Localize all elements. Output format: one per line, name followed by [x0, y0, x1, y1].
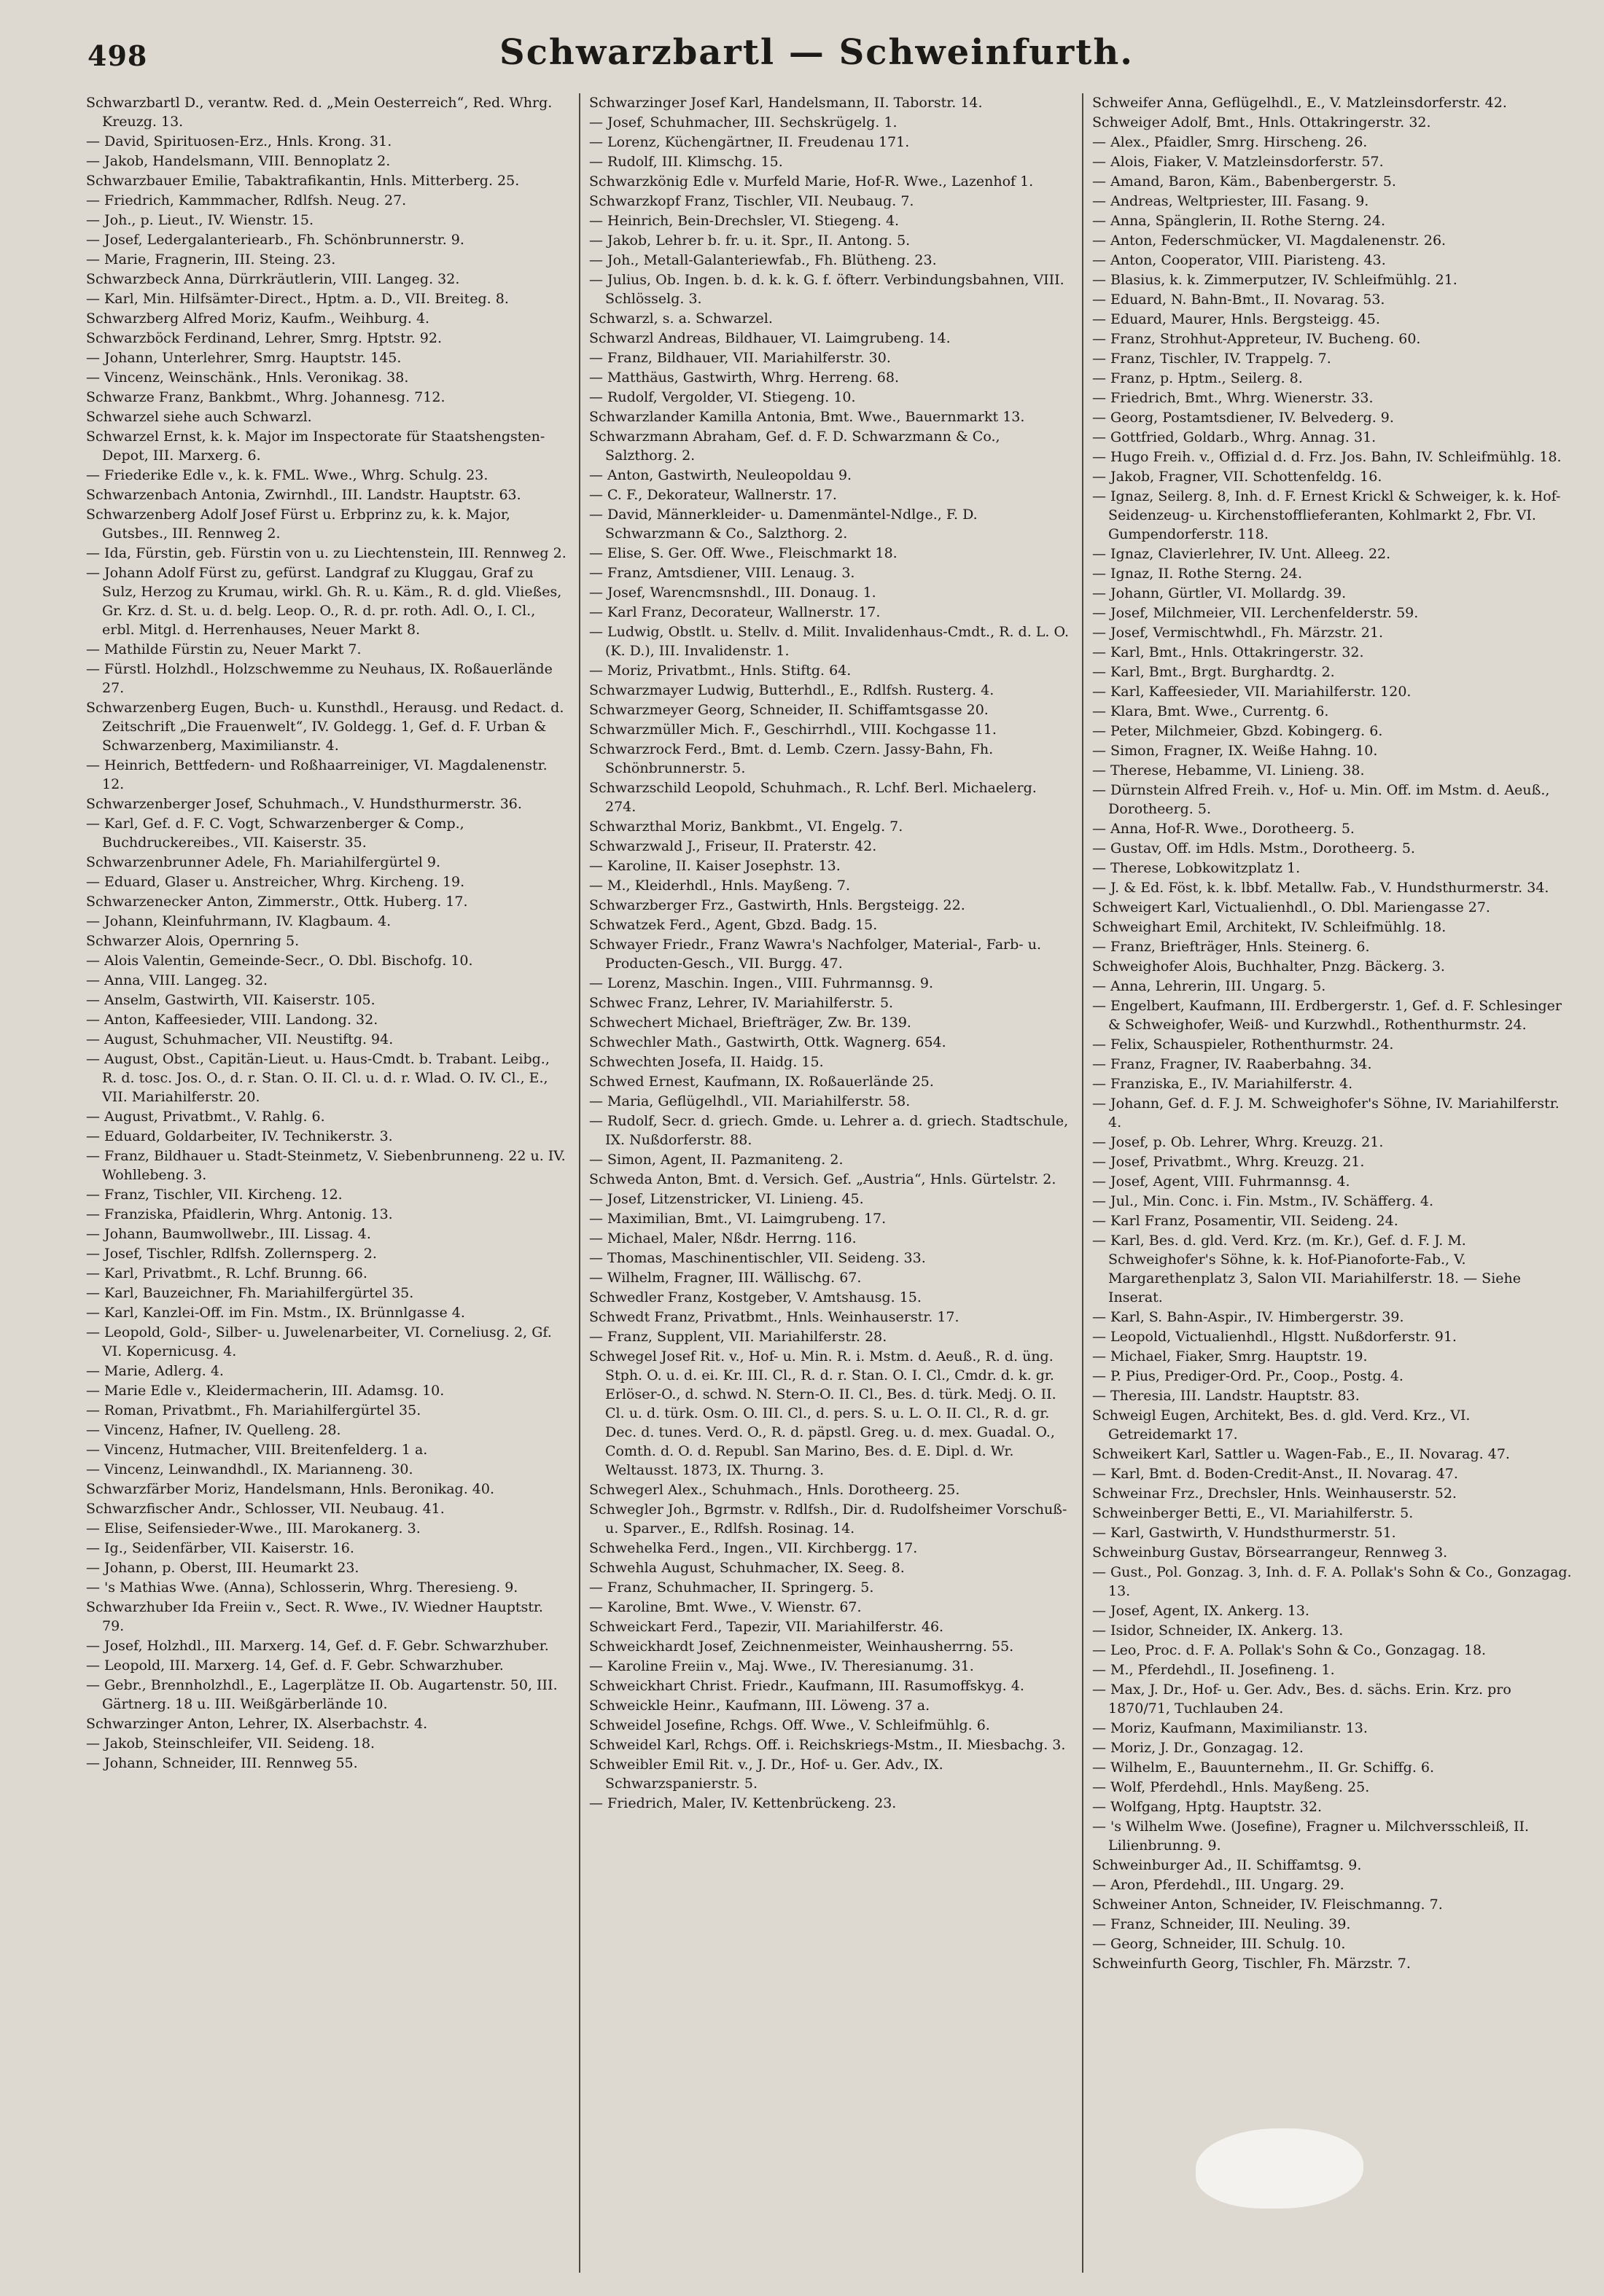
directory-entry: Schwehla August, Schuhmacher, IX. Seeg. 8.: [589, 1560, 905, 1576]
directory-entry: — Felix, Schauspieler, Rothenthurmstr. 24.: [1092, 1036, 1394, 1053]
directory-entry: Schwarzbeck Anna, Dürrkräutlerin, VIII. Langeg. 32.: [86, 271, 460, 287]
directory-entry: — Lorenz, Maschin. Ingen., VIII. Fuhrmannsg. 9.: [589, 975, 934, 991]
directory-entry: — Franziska, Pfaidlerin, Whrg. Antonig. 13.: [86, 1206, 393, 1222]
directory-entry: Schwarzenecker Anton, Zimmerstr., Ottk. Huberg. 17.: [86, 894, 468, 910]
column-3: [1092, 93, 1573, 2273]
directory-entry: — Blasius, k. k. Zimmerputzer, IV. Schleifmühlg. 21.: [1092, 272, 1457, 288]
column-divider: [579, 93, 580, 2273]
directory-entry: — Therese, Lobkowitzplatz 1.: [1092, 860, 1301, 876]
ink-blot: [1196, 2128, 1363, 2209]
directory-entry: — Karl, Gef. d. F. C. Vogt, Schwarzenberger & Comp., Buchdruckereibes., VII. Kaiserstr. 35.: [86, 816, 464, 851]
directory-entry: — Maximilian, Bmt., VI. Laimgrubeng. 17.: [589, 1211, 887, 1227]
directory-entry: — Johann, p. Oberst, III. Heumarkt 23.: [86, 1560, 359, 1576]
directory-entry: Schweickhart Christ. Friedr., Kaufmann, III. Rasumoffskyg. 4.: [589, 1678, 1024, 1694]
directory-entry: — Johann, Unterlehrer, Smrg. Hauptstr. 145.: [86, 350, 402, 366]
directory-entry: — Julius, Ob. Ingen. b. d. k. k. G. f. öfterr. Verbindungsbahnen, VIII. Schlösselg. 3.: [589, 272, 1064, 307]
directory-entry: — 's Mathias Wwe. (Anna), Schlosserin, Whrg. Theresieng. 9.: [86, 1580, 518, 1596]
directory-entry: — Karl, Bmt., Brgt. Burghardtg. 2.: [1092, 664, 1335, 680]
directory-entry: — Joh., Metall-Galanteriewfab., Fh. Blütheng. 23.: [589, 252, 937, 268]
directory-entry: — Franz, Amtsdiener, VIII. Lenaug. 3.: [589, 565, 855, 581]
directory-entry: Schweiner Anton, Schneider, IV. Fleischmanng. 7.: [1092, 1897, 1443, 1913]
directory-entry: — Dürnstein Alfred Freih. v., Hof- u. Min. Off. im Mstm. d. Aeuß., Dorotheerg. 5.: [1092, 782, 1550, 817]
directory-entry: — Heinrich, Bettfedern- und Roßhaarreiniger, VI. Magdalenenstr. 12.: [86, 757, 548, 792]
directory-entry: Schwayer Friedr., Franz Wawra's Nachfolger, Material-, Farb- u. Producten-Gesch., VII. Burgg. 47.: [589, 937, 1042, 972]
directory-entry: — 's Wilhelm Wwe. (Josefine), Fragner u. Milchversschleiß, II. Lilienbrunng. 9.: [1092, 1819, 1530, 1854]
directory-entry: Schwed Ernest, Kaufmann, IX. Roßauerlände 25.: [589, 1074, 934, 1090]
directory-entry: Schwechert Michael, Briefträger, Zw. Br. 139.: [589, 1015, 911, 1031]
directory-entry: — Eduard, Glaser u. Anstreicher, Whrg. Kircheng. 19.: [86, 874, 465, 890]
directory-entry: Schweda Anton, Bmt. d. Versich. Gef. „Austria“, Hnls. Gürtelstr. 2.: [589, 1171, 1056, 1187]
directory-entry: — Moriz, Kaufmann, Maximilianstr. 13.: [1092, 1720, 1368, 1736]
directory-entry: — Anna, Spänglerin, II. Rothe Sterng. 24.: [1092, 213, 1386, 229]
directory-entry: — Jakob, Fragner, VII. Schottenfeldg. 16.: [1092, 469, 1382, 485]
directory-entry: — Hugo Freih. v., Offizial d. d. Frz. Jos. Bahn, IV. Schleifmühlg. 18.: [1092, 449, 1562, 465]
directory-entry: — Vincenz, Leinwandhdl., IX. Marianneng. 30.: [86, 1461, 413, 1477]
directory-entry: — Anna, Lehrerin, III. Ungarg. 5.: [1092, 978, 1326, 994]
directory-entry: Schwechler Math., Gastwirth, Ottk. Wagnerg. 654.: [589, 1034, 946, 1050]
directory-entry: — Jakob, Steinschleifer, VII. Seideng. 18.: [86, 1735, 375, 1752]
directory-entry: — Eduard, Goldarbeiter, IV. Technikerstr. 3.: [86, 1128, 393, 1144]
directory-entry: Schwarzmeyer Georg, Schneider, II. Schiffamtsgasse 20.: [589, 702, 989, 718]
directory-entry: — Josef, Vermischtwhdl., Fh. Märzstr. 21.: [1092, 625, 1384, 641]
directory-entry: — Lorenz, Küchengärtner, II. Freudenau 171.: [589, 134, 910, 150]
directory-entry: — Franz, Briefträger, Hnls. Steinerg. 6.: [1092, 939, 1370, 955]
directory-entry: Schwarzenberg Adolf Josef Fürst u. Erbprinz zu, k. k. Major, Gutsbes., III. Rennweg 2.: [86, 507, 510, 542]
directory-entry: — Gebr., Brennholzhdl., E., Lagerplätze II. Ob. Augartenstr. 50, III. Gärtnerg. 18 u. III. Weißgärberlände 10.: [86, 1677, 558, 1712]
directory-entry: — Franz, Schneider, III. Neuling. 39.: [1092, 1916, 1351, 1932]
directory-entry: — Leopold, Gold-, Silber- u. Juwelenarbeiter, VI. Corneliusg. 2, Gf. VI. Kopernicusg. 4.: [86, 1324, 552, 1359]
directory-entry: Schwegler Joh., Bgrmstr. v. Rdlfsh., Dir. d. Rudolfsheimer Vorschuß- u. Sparver., E., Rdlfsh. Rosinag. 14.: [589, 1502, 1067, 1536]
directory-entry: — Jul., Min. Conc. i. Fin. Mstm., IV. Schäfferg. 4.: [1092, 1193, 1433, 1209]
directory-entry: — Karl, Privatbmt., R. Lchf. Brunng. 66.: [86, 1265, 367, 1281]
directory-entry: — Michael, Fiaker, Smrg. Hauptstr. 19.: [1092, 1348, 1368, 1364]
directory-entry: Schwarzel siehe auch Schwarzl.: [86, 409, 312, 425]
directory-entry: Schwarze Franz, Bankbmt., Whrg. Johannesg. 712.: [86, 389, 445, 405]
directory-entry: — Josef, Agent, VIII. Fuhrmannsg. 4.: [1092, 1174, 1350, 1190]
directory-entry: — Johann, Schneider, III. Rennweg 55.: [86, 1755, 358, 1771]
directory-entry: — Franz, Supplent, VII. Mariahilferstr. 28.: [589, 1329, 887, 1345]
directory-entry: — Wolf, Pferdehdl., Hnls. Mayßeng. 25.: [1092, 1779, 1370, 1795]
directory-entry: Schwegerl Alex., Schuhmach., Hnls. Dorotheerg. 25.: [589, 1482, 960, 1498]
directory-entry: — Wilhelm, Fragner, III. Wällischg. 67.: [589, 1270, 862, 1286]
directory-entry: — Franz, Schuhmacher, II. Springerg. 5.: [589, 1580, 874, 1596]
directory-entry: Schweickle Heinr., Kaufmann, III. Löweng. 37 a.: [589, 1698, 930, 1714]
directory-entry: Schweickhardt Josef, Zeichnenmeister, Weinhausherrng. 55.: [589, 1639, 1014, 1655]
directory-entry: Schwarzmüller Mich. F., Geschirrhdl., VIII. Kochgasse 11.: [589, 722, 997, 738]
directory-entry: — Josef, Tischler, Rdlfsh. Zollernsperg. 2.: [86, 1246, 377, 1262]
page-header: [87, 29, 1546, 80]
directory-entry: — Michael, Maler, Nßdr. Herrng. 116.: [589, 1230, 857, 1246]
directory-entry: — Leopold, III. Marxerg. 14, Gef. d. F. Gebr. Schwarzhuber.: [86, 1657, 504, 1674]
directory-entry: — Elise, Seifensieder-Wwe., III. Marokanerg. 3.: [86, 1520, 421, 1536]
directory-entry: Schwarzenbrunner Adele, Fh. Mariahilfergürtel 9.: [86, 854, 441, 870]
directory-entry: Schweibler Emil Rit. v., J. Dr., Hof- u. Ger. Adv., IX. Schwarzspanierstr. 5.: [589, 1757, 943, 1792]
directory-entry: — Franz, Tischler, VII. Kircheng. 12.: [86, 1187, 343, 1203]
directory-entry: Schwarzhuber Ida Freiin v., Sect. R. Wwe., IV. Wiedner Hauptstr. 79.: [86, 1599, 543, 1634]
directory-entry: — Johann, Kleinfuhrmann, IV. Klagbaum. 4.: [86, 913, 392, 929]
directory-entry: — Karoline Freiin v., Maj. Wwe., IV. Theresianumg. 31.: [589, 1658, 974, 1674]
directory-entry: — Marie, Adlerg. 4.: [86, 1363, 224, 1379]
directory-entry: Schwatzek Ferd., Agent, Gbzd. Badg. 15.: [589, 917, 878, 933]
directory-entry: — Eduard, N. Bahn-Bmt., II. Novarag. 53.: [1092, 292, 1385, 308]
directory-entry: Schwarzschild Leopold, Schuhmach., R. Lchf. Berl. Michaelerg. 274.: [589, 780, 1037, 815]
column-2: [589, 93, 1070, 2273]
directory-entry: — Moriz, Privatbmt., Hnls. Stiftg. 64.: [589, 663, 852, 679]
directory-entry: Schwarzinger Anton, Lehrer, IX. Alserbachstr. 4.: [86, 1716, 428, 1732]
directory-entry: — Andreas, Weltpriester, III. Fasang. 9.: [1092, 193, 1369, 209]
directory-entry: Schweidel Josefine, Rchgs. Off. Wwe., V. Schleifmühlg. 6.: [589, 1717, 990, 1733]
directory-entry: Schwarzkopf Franz, Tischler, VII. Neubaug. 7.: [589, 193, 914, 209]
directory-entry: — Fürstl. Holzhdl., Holzschwemme zu Neuhaus, IX. Roßauerlände 27.: [86, 661, 553, 696]
directory-entry: — J. & Ed. Föst, k. k. lbbf. Metallw. Fab., V. Hundsthurmerstr. 34.: [1092, 880, 1549, 896]
directory-entry: — Rudolf, Secr. d. griech. Gmde. u. Lehrer a. d. griech. Stadtschule, IX. Nußdorferstr. 88.: [589, 1113, 1069, 1148]
directory-entry: — C. F., Dekorateur, Wallnerstr. 17.: [589, 487, 837, 503]
directory-entry: — Simon, Agent, II. Pazmaniteng. 2.: [589, 1152, 844, 1168]
directory-entry: — Karl, Bes. d. gld. Verd. Krz. (m. Kr.), Gef. d. F. J. M. Schweighofer's Söhne, k. k. Hof-Pianoforte-Fab., V. Margarethenplatz 3, Salon VII. Mariahilferstr. 18. — Siehe Inserat.: [1092, 1233, 1521, 1305]
directory-entry: — Thomas, Maschinentischler, VII. Seideng. 33.: [589, 1250, 926, 1266]
directory-entry: Schweikert Karl, Sattler u. Wagen-Fab., E., II. Novarag. 47.: [1092, 1446, 1510, 1462]
directory-entry: — Georg, Schneider, III. Schulg. 10.: [1092, 1936, 1346, 1952]
directory-entry: — Ludwig, Obstlt. u. Stellv. d. Milit. Invalidenhaus-Cmdt., R. d. L. O. (K. D.), III. Invalidenstr. 1.: [589, 624, 1069, 659]
directory-entry: — Max, J. Dr., Hof- u. Ger. Adv., Bes. d. sächs. Erin. Krz. pro 1870/71, Tuchlauben 24.: [1092, 1682, 1511, 1717]
directory-entry: Schwarzrock Ferd., Bmt. d. Lemb. Czern. Jassy-Bahn, Fh. Schönbrunnerstr. 5.: [589, 741, 994, 776]
directory-entry: Schwarzmann Abraham, Gef. d. F. D. Schwarzmann & Co., Salzthorg. 2.: [589, 429, 1000, 464]
directory-entry: Schwegel Josef Rit. v., Hof- u. Min. R. i. Mstm. d. Aeuß., R. d. üng. Stph. O. u. d. ei. Kr. III. Cl., R. d. r. Stan. O. I. Cl., Cmdr. d. k. gr. Erlöser-O., d. schwd. N. Stern-O. II. Cl., Bes. d. türk. Medj. O. II. Cl. u. d. türk. Osm. O. III. Cl., d. pers. S. u. L. O. II. Cl., R. d. gr. Dec. d. tunes. Verd. O., R. d. päpstl. Greg. u. d. mex. Guadal. O., Comth. d. O. d. Republ. San Marino, Bes. d. E. Dipl. d. Wr. Weltausst. 1873, IX. Thurng. 3.: [589, 1348, 1056, 1478]
directory-entry: — Wolfgang, Hptg. Hauptstr. 32.: [1092, 1799, 1323, 1815]
directory-entry: — Moriz, J. Dr., Gonzagag. 12.: [1092, 1740, 1304, 1756]
directory-entry: Schwarzberg Alfred Moriz, Kaufm., Weihburg. 4.: [86, 311, 430, 327]
directory-entry: Schweifer Anna, Geflügelhdl., E., V. Matzleinsdorferstr. 42.: [1092, 95, 1507, 111]
directory-entry: — Gust., Pol. Gonzag. 3, Inh. d. F. A. Pollak's Sohn & Co., Gonzagag. 13.: [1092, 1564, 1572, 1599]
directory-entry: — M., Kleiderhdl., Hnls. Mayßeng. 7.: [589, 878, 851, 894]
directory-entry: — Josef, Milchmeier, VII. Lerchenfelderstr. 59.: [1092, 605, 1419, 621]
directory-entry: Schweiger Adolf, Bmt., Hnls. Ottakringerstr. 32.: [1092, 114, 1431, 130]
directory-entry: Schwarzlander Kamilla Antonia, Bmt. Wwe., Bauernmarkt 13.: [589, 409, 1025, 425]
directory-entry: — Leopold, Victualienhdl., Hlgstt. Nußdorferstr. 91.: [1092, 1329, 1457, 1345]
directory-entry: — Karl, Bauzeichner, Fh. Mariahilfergürtel 35.: [86, 1285, 414, 1301]
directory-entry: — Jakob, Lehrer b. fr. u. it. Spr., II. Antong. 5.: [589, 233, 911, 249]
directory-entry: — Eduard, Maurer, Hnls. Bergsteigg. 45.: [1092, 311, 1380, 327]
directory-entry: — Karl Franz, Decorateur, Wallnerstr. 17.: [589, 604, 881, 620]
directory-entry: — Johann, Gef. d. F. J. M. Schweighofer's Söhne, IV. Mariahilferstr. 4.: [1092, 1096, 1560, 1131]
directory-entry: Schweinburger Ad., II. Schiffamtsg. 9.: [1092, 1857, 1362, 1873]
directory-entry: — Georg, Postamtsdiener, IV. Belvederg. 9.: [1092, 410, 1394, 426]
directory-entry: Schweigl Eugen, Architekt, Bes. d. gld. Verd. Krz., VI. Getreidemarkt 17.: [1092, 1407, 1471, 1442]
directory-entry: — Anselm, Gastwirth, VII. Kaiserstr. 105.: [86, 992, 375, 1008]
directory-entry: — Gustav, Off. im Hdls. Mstm., Dorotheerg. 5.: [1092, 840, 1415, 856]
directory-entry: — Alois, Fiaker, V. Matzleinsdorferstr. 57.: [1092, 154, 1384, 170]
directory-entry: — Karl, Kanzlei-Off. im Fin. Mstm., IX. Brünnlgasse 4.: [86, 1305, 465, 1321]
directory-entry: Schwarzberger Frz., Gastwirth, Hnls. Bergsteigg. 22.: [589, 897, 965, 913]
directory-entry: — Josef, Holzhdl., III. Marxerg. 14, Gef. d. F. Gebr. Schwarzhuber.: [86, 1638, 549, 1654]
directory-entry: Schwedler Franz, Kostgeber, V. Amtshausg. 15.: [589, 1289, 922, 1305]
directory-entry: — Johann, Baumwollwebr., III. Lissag. 4.: [86, 1226, 371, 1242]
directory-entry: Schweighofer Alois, Buchhalter, Pnzg. Bäckerg. 3.: [1092, 958, 1445, 975]
directory-entry: Schweinfurth Georg, Tischler, Fh. Märzstr. 7.: [1092, 1956, 1411, 1972]
directory-entry: — Anton, Kaffeesieder, VIII. Landong. 32.: [86, 1012, 378, 1028]
directory-entry: — Franz, Bildhauer u. Stadt-Steinmetz, V. Siebenbrunneng. 22 u. IV. Wohllebeng. 3.: [86, 1148, 566, 1183]
directory-entry: — Therese, Hebamme, VI. Linieng. 38.: [1092, 762, 1365, 778]
directory-entry: — Josef, Privatbmt., Whrg. Kreuzg. 21.: [1092, 1154, 1365, 1170]
directory-entry: — Anna, VIII. Langeg. 32.: [86, 972, 268, 988]
directory-entry: Schwarzmayer Ludwig, Butterhdl., E., Rdlfsh. Rusterg. 4.: [589, 682, 994, 698]
directory-entry: — Vincenz, Weinschänk., Hnls. Veronikag. 38.: [86, 370, 409, 386]
directory-entry: Schwarzl Andreas, Bildhauer, VI. Laimgrubeng. 14.: [589, 330, 951, 346]
directory-entry: Schweickart Ferd., Tapezir, VII. Mariahilferstr. 46.: [589, 1619, 944, 1635]
directory-entry: Schwarzl, s. a. Schwarzel.: [589, 311, 773, 327]
directory-entry: — Anton, Cooperator, VIII. Piaristeng. 43.: [1092, 252, 1386, 268]
directory-entry: — Karl, Kaffeesieder, VII. Mariahilferstr. 120.: [1092, 684, 1412, 700]
directory-entry: Schweinburg Gustav, Börsearrangeur, Rennweg 3.: [1092, 1545, 1448, 1561]
directory-entry: — Rudolf, Vergolder, VI. Stiegeng. 10.: [589, 389, 856, 405]
directory-entry: — Franz, Fragner, IV. Raaberbahng. 34.: [1092, 1056, 1372, 1072]
directory-entry: — Friedrich, Kammmacher, Rdlfsh. Neug. 27.: [86, 192, 407, 208]
directory-entry: — Franz, p. Hptm., Seilerg. 8.: [1092, 370, 1303, 386]
directory-entry: Schwechten Josefa, II. Haidg. 15.: [589, 1054, 824, 1070]
directory-entry: Schwec Franz, Lehrer, IV. Mariahilferstr. 5.: [589, 995, 894, 1011]
directory-entry: — Peter, Milchmeier, Gbzd. Kobingerg. 6.: [1092, 723, 1383, 739]
directory-entry: — Elise, S. Ger. Off. Wwe., Fleischmarkt 18.: [589, 545, 898, 561]
directory-entry: — Engelbert, Kaufmann, III. Erdbergerstr. 1, Gef. d. F. Schlesinger & Schweighofer, Weiß- und Kurzwhdl., Rothenthurmstr. 24.: [1092, 998, 1562, 1033]
directory-entry: — Friedrich, Maler, IV. Kettenbrückeng. 23.: [589, 1795, 897, 1811]
directory-entry: — Johann, Gürtler, VI. Mollardg. 39.: [1092, 585, 1347, 601]
directory-entry: — Anna, Hof-R. Wwe., Dorotheerg. 5.: [1092, 821, 1355, 837]
page-number: 498: [87, 39, 148, 72]
directory-entry: — Marie, Fragnerin, III. Steing. 23.: [86, 251, 336, 268]
directory-entry: — Joh., p. Lieut., IV. Wienstr. 15.: [86, 212, 314, 228]
directory-entry: — Wilhelm, E., Bauunternehm., II. Gr. Schiffg. 6.: [1092, 1760, 1435, 1776]
directory-entry: — Friederike Edle v., k. k. FML. Wwe., Whrg. Schulg. 23.: [86, 467, 488, 483]
directory-entry: — August, Obst., Capitän-Lieut. u. Haus-Cmdt. b. Trabant. Leibg., R. d. tosc. Jos. O., d. r. Stan. O. II. Cl. u. d. r. Wlad. O. IV. Cl., E., VII. Mariahilferstr. 20.: [86, 1051, 550, 1105]
directory-entry: — Maria, Geflügelhdl., VII. Mariahilferstr. 58.: [589, 1093, 911, 1109]
directory-entry: — Karl, Bmt., Hnls. Ottakringerstr. 32.: [1092, 644, 1364, 660]
column-1: [86, 93, 567, 2273]
directory-entry: — David, Spirituosen-Erz., Hnls. Krong. 31.: [86, 133, 392, 149]
directory-entry: — P. Pius, Prediger-Ord. Pr., Coop., Postg. 4.: [1092, 1368, 1404, 1384]
directory-entry: Schwarzbauer Emilie, Tabaktrafikantin, Hnls. Mitterberg. 25.: [86, 173, 520, 189]
directory-entry: — Karl, Gastwirth, V. Hundsthurmerstr. 51.: [1092, 1525, 1396, 1541]
directory-entry: — Vincenz, Hutmacher, VIII. Breitenfelderg. 1 a.: [86, 1442, 428, 1458]
directory-entry: Schweinberger Betti, E., VI. Mariahilferstr. 5.: [1092, 1505, 1414, 1521]
directory-entry: — Simon, Fragner, IX. Weiße Hahng. 10.: [1092, 743, 1378, 759]
entry-columns: [86, 93, 1573, 2273]
directory-entry: — Josef, Schuhmacher, III. Sechskrügelg. 1.: [589, 114, 898, 130]
directory-entry: — Franz, Tischler, IV. Trappelg. 7.: [1092, 351, 1331, 367]
directory-entry: Schweigert Karl, Victualienhdl., O. Dbl. Mariengasse 27.: [1092, 899, 1490, 915]
directory-entry: — Roman, Privatbmt., Fh. Mariahilfergürtel 35.: [86, 1402, 421, 1418]
directory-entry: — Karl, Min. Hilfsämter-Direct., Hptm. a. D., VII. Breiteg. 8.: [86, 291, 509, 307]
directory-entry: Schwarzkönig Edle v. Murfeld Marie, Hof-R. Wwe., Lazenhof 1.: [589, 173, 1034, 190]
directory-entry: — Marie Edle v., Kleidermacherin, III. Adamsg. 10.: [86, 1383, 445, 1399]
directory-entry: — Josef, p. Ob. Lehrer, Whrg. Kreuzg. 21.: [1092, 1134, 1384, 1150]
directory-entry: — Ignaz, Seilerg. 8, Inh. d. F. Ernest Krickl & Schweiger, k. k. Hof-Seidenzeug- u. Kirchenstofflieferanten, Kohlmarkt 2, Fbr. VI. Gumpendorferstr. 118.: [1092, 488, 1561, 542]
directory-entry: Schwarzel Ernst, k. k. Major im Inspectorate für Staatshengsten-Depot, III. Marxerg. 6.: [86, 429, 545, 464]
directory-entry: Schwarzinger Josef Karl, Handelsmann, II. Taborstr. 14.: [589, 95, 983, 111]
running-title: Schwarzbartl — Schweinfurth.: [499, 32, 1134, 73]
directory-entry: Schwarzenberg Eugen, Buch- u. Kunsthdl., Herausg. und Redact. d. Zeitschrift „Die Frauenwelt“, IV. Goldegg. 1, Gef. d. F. Urban & Schwarzenberg, Maximilianstr. 4.: [86, 700, 564, 754]
directory-entry: — Ig., Seidenfärber, VII. Kaiserstr. 16.: [86, 1540, 354, 1556]
directory-entry: — Mathilde Fürstin zu, Neuer Markt 7.: [86, 641, 362, 657]
directory-entry: Schwarzer Alois, Opernring 5.: [86, 933, 300, 949]
directory-entry: — Aron, Pferdehdl., III. Ungarg. 29.: [1092, 1877, 1344, 1893]
directory-entry: Schwarzfischer Andr., Schlosser, VII. Neubaug. 41.: [86, 1501, 445, 1517]
directory-entry: — Ignaz, II. Rothe Sterng. 24.: [1092, 566, 1303, 582]
directory-entry: — Vincenz, Hafner, IV. Quelleng. 28.: [86, 1422, 341, 1438]
directory-entry: — Josef, Ledergalanteriearb., Fh. Schönbrunnerstr. 9.: [86, 232, 464, 248]
directory-entry: — Franziska, E., IV. Mariahilferstr. 4.: [1092, 1076, 1353, 1092]
directory-entry: — Isidor, Schneider, IX. Ankerg. 13.: [1092, 1623, 1344, 1639]
directory-entry: — Klara, Bmt. Wwe., Currentg. 6.: [1092, 703, 1329, 719]
directory-entry: Schwarzenberger Josef, Schuhmach., V. Hundsthurmerstr. 36.: [86, 796, 522, 812]
directory-entry: — Jakob, Handelsmann, VIII. Bennoplatz 2.: [86, 153, 391, 169]
directory-entry: — Theresia, III. Landstr. Hauptstr. 83.: [1092, 1388, 1360, 1404]
directory-entry: — Anton, Gastwirth, Neuleopoldau 9.: [589, 467, 852, 483]
directory-entry: Schwedt Franz, Privatbmt., Hnls. Weinhauserstr. 17.: [589, 1309, 959, 1325]
directory-entry: Schweidel Karl, Rchgs. Off. i. Reichskriegs-Mstm., II. Miesbachg. 3.: [589, 1737, 1066, 1753]
directory-entry: — Josef, Agent, IX. Ankerg. 13.: [1092, 1603, 1309, 1619]
directory-entry: — Karl Franz, Posamentir, VII. Seideng. 24.: [1092, 1213, 1398, 1229]
directory-entry: — August, Schuhmacher, VII. Neustiftg. 94.: [86, 1031, 394, 1047]
directory-entry: — Franz, Strohhut-Appreteur, IV. Bucheng. 60.: [1092, 331, 1421, 347]
column-divider: [1082, 93, 1083, 2273]
directory-entry: Schwarzbartl D., verantw. Red. d. „Mein Oesterreich“, Red. Whrg. Kreuzg. 13.: [86, 95, 553, 130]
directory-entry: — Josef, Litzenstricker, VI. Linieng. 45.: [589, 1191, 864, 1207]
directory-entry: — Alois Valentin, Gemeinde-Secr., O. Dbl. Bischofg. 10.: [86, 953, 473, 969]
directory-entry: — Karl, Bmt. d. Boden-Credit-Anst., II. Novarag. 47.: [1092, 1466, 1458, 1482]
directory-entry: — Karoline, II. Kaiser Josephstr. 13.: [589, 858, 841, 874]
directory-entry: Schwarzwald J., Friseur, II. Praterstr. 42.: [589, 838, 877, 854]
directory-entry: — Friedrich, Bmt., Whrg. Wienerstr. 33.: [1092, 390, 1374, 406]
directory-entry: — Franz, Bildhauer, VII. Mariahilferstr. 30.: [589, 350, 891, 366]
directory-entry: Schweighart Emil, Architekt, IV. Schleifmühlg. 18.: [1092, 919, 1447, 935]
directory-entry: — August, Privatbmt., V. Rahlg. 6.: [86, 1109, 325, 1125]
directory-entry: — Anton, Federschmücker, VI. Magdalenenstr. 26.: [1092, 233, 1447, 249]
directory-entry: — Alex., Pfaidler, Smrg. Hirscheng. 26.: [1092, 134, 1368, 150]
directory-entry: Schwehelka Ferd., Ingen., VII. Kirchbergg. 17.: [589, 1540, 918, 1556]
directory-entry: — Heinrich, Bein-Drechsler, VI. Stiegeng. 4.: [589, 213, 900, 229]
directory-entry: — Karl, S. Bahn-Aspir., IV. Himbergerstr. 39.: [1092, 1309, 1404, 1325]
directory-entry: — Matthäus, Gastwirth, Whrg. Herreng. 68.: [589, 370, 899, 386]
directory-entry: Schwarzenbach Antonia, Zwirnhdl., III. Landstr. Hauptstr. 63.: [86, 487, 521, 503]
directory-entry: — Gottfried, Goldarb., Whrg. Annag. 31.: [1092, 429, 1377, 445]
directory-entry: — David, Männerkleider- u. Damenmäntel-Ndlge., F. D. Schwarzmann & Co., Salzthorg. 2.: [589, 507, 978, 542]
directory-entry: — Josef, Warencmsnshdl., III. Donaug. 1.: [589, 585, 876, 601]
directory-entry: — Ida, Fürstin, geb. Fürstin von u. zu Liechtenstein, III. Rennweg 2.: [86, 545, 567, 561]
directory-entry: Schwarzthal Moriz, Bankbmt., VI. Engelg. 7.: [589, 819, 903, 835]
directory-entry: — Leo, Proc. d. F. A. Pollak's Sohn & Co., Gonzagag. 18.: [1092, 1642, 1487, 1658]
directory-entry: Schwarzböck Ferdinand, Lehrer, Smrg. Hptstr. 92.: [86, 330, 443, 346]
directory-entry: — M., Pferdehdl., II. Josefineng. 1.: [1092, 1662, 1335, 1678]
directory-entry: — Amand, Baron, Käm., Babenbergerstr. 5.: [1092, 173, 1396, 190]
directory-entry: — Johann Adolf Fürst zu, gefürst. Landgraf zu Kluggau, Graf zu Sulz, Herzog zu Krumau, wirkl. Gh. R. u. Käm., R. d. gld. Vließes, Gr. Krz. d. St. u. d. belg. Leop. O., R. d. pr. roth. Adl. O., I. Cl., erbl. Mitgl. d. Herrenhauses, Neuer Markt 8.: [86, 565, 562, 638]
directory-entry: — Ignaz, Clavierlehrer, IV. Unt. Alleeg. 22.: [1092, 546, 1391, 562]
directory-entry: — Rudolf, III. Klimschg. 15.: [589, 154, 783, 170]
directory-entry: Schwarzfärber Moriz, Handelsmann, Hnls. Beronikag. 40.: [86, 1481, 495, 1497]
directory-entry: Schweinar Frz., Drechsler, Hnls. Weinhauserstr. 52.: [1092, 1485, 1457, 1502]
directory-entry: — Karoline, Bmt. Wwe., V. Wienstr. 67.: [589, 1599, 862, 1615]
